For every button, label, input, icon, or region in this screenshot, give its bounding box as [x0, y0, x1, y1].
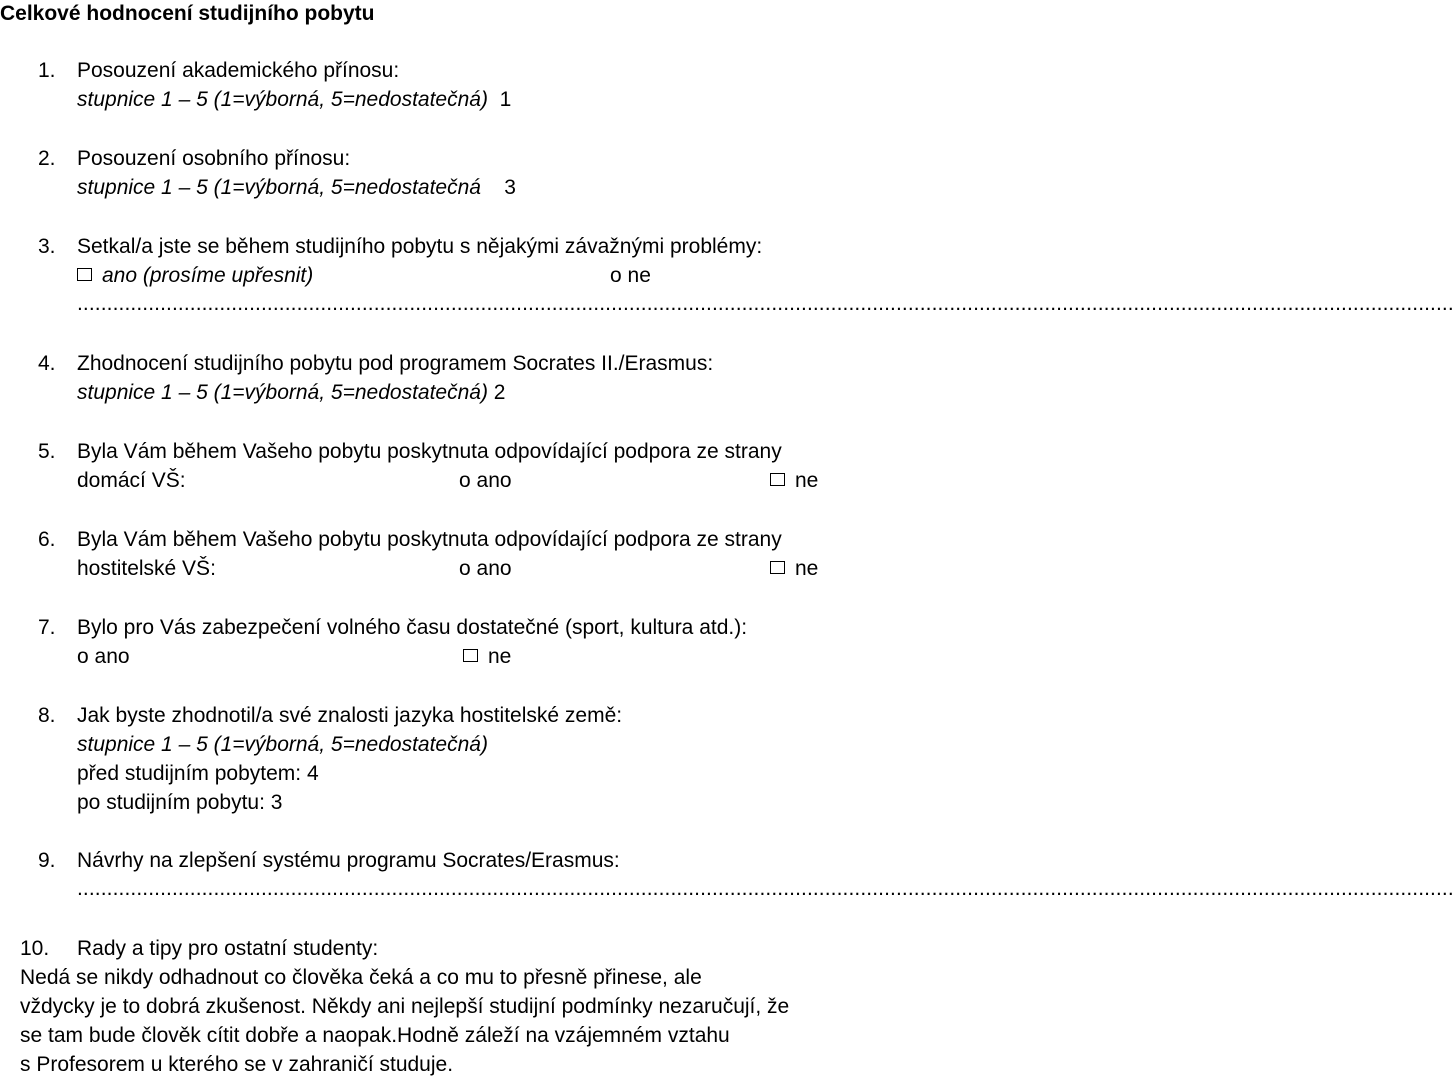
- question-number: 9.: [38, 849, 56, 872]
- question-number: 7.: [38, 616, 56, 639]
- question-text: Posouzení akademického přínosu:: [77, 59, 400, 82]
- question-number: 8.: [38, 704, 56, 727]
- question-text: Byla Vám během Vašeho pobytu poskytnuta odpovídající podpora ze strany: [77, 440, 782, 463]
- question-text: Byla Vám během Vašeho pobytu poskytnuta odpovídající podpora ze strany: [77, 528, 782, 551]
- question-text: Bylo pro Vás zabezpečení volného času dostatečné (sport, kultura atd.):: [77, 616, 748, 639]
- question-number: 1.: [38, 59, 56, 82]
- question-text: Návrhy na zlepšení systému programu Socrates/Erasmus:: [77, 849, 620, 872]
- option-yes[interactable]: o ano: [77, 645, 130, 668]
- option-no[interactable]: [770, 469, 818, 493]
- rating-after: po studijním pobytu: 3: [77, 791, 283, 814]
- answer-value: 2: [493, 381, 506, 404]
- question-text: Rady a tipy pro ostatní studenty:: [77, 937, 379, 960]
- question-subtext: domácí VŠ:: [77, 469, 186, 492]
- page-title: Celkové hodnocení studijního pobytu: [0, 2, 375, 25]
- scale-text: stupnice 1 – 5 (1=výborná, 5=nedostatečná: [77, 176, 481, 199]
- question-number: 6.: [38, 528, 56, 551]
- question-subtext: hostitelské VŠ:: [77, 557, 216, 580]
- option-no[interactable]: [770, 557, 818, 581]
- scale-text: stupnice 1 – 5 (1=výborná, 5=nedostatečná): [77, 88, 488, 111]
- question-text: Jak byste zhodnotil/a své znalosti jazyka hostitelské země:: [77, 704, 623, 727]
- option-no[interactable]: o ne: [610, 264, 651, 287]
- checkbox-icon[interactable]: [770, 561, 785, 574]
- checkbox-icon[interactable]: [463, 649, 478, 662]
- question-text: Setkal/a jste se během studijního pobytu s nějakými závažnými problémy:: [77, 235, 763, 258]
- question-number: 5.: [38, 440, 56, 463]
- option-yes[interactable]: o ano: [459, 469, 512, 492]
- checkbox-icon[interactable]: [77, 268, 92, 281]
- option-yes[interactable]: o ano: [459, 557, 512, 580]
- answer-line: se tam bude člověk cítit dobře a naopak.Hodně záleží na vzájemném vztahu: [20, 1024, 730, 1047]
- checkbox-icon[interactable]: [770, 473, 785, 486]
- option-label: ne: [795, 469, 819, 492]
- answer-line: Nedá se nikdy odhadnout co člověka čeká a co mu to přesně přinese, ale: [20, 966, 702, 989]
- question-number: 3.: [38, 235, 56, 258]
- scale-line: [77, 381, 505, 405]
- scale-line: [77, 88, 511, 112]
- option-yes[interactable]: [77, 264, 313, 288]
- answer-dots: ........................................................................................................................................................................................................................................: [77, 877, 1454, 900]
- question-number: 4.: [38, 352, 56, 375]
- option-label: ano (prosíme upřesnit): [102, 264, 314, 287]
- answer-value: 1: [499, 88, 512, 111]
- scale-text: stupnice 1 – 5 (1=výborná, 5=nedostatečná): [77, 381, 488, 404]
- option-label: ne: [488, 645, 512, 668]
- scale-text: stupnice 1 – 5 (1=výborná, 5=nedostatečná): [77, 733, 488, 756]
- rating-before: před studijním pobytem: 4: [77, 762, 319, 785]
- question-text: Zhodnocení studijního pobytu pod programem Socrates II./Erasmus:: [77, 352, 714, 375]
- answer-value: 3: [504, 176, 516, 199]
- answer-line: s Profesorem u kterého se v zahraničí studuje.: [20, 1053, 454, 1076]
- answer-line: vždycky je to dobrá zkušenost. Někdy ani nejlepší studijní podmínky nezaručují, že: [20, 995, 790, 1018]
- answer-dots: ........................................................................................................................................................................................................................................: [77, 292, 1454, 315]
- question-text: Posouzení osobního přínosu:: [77, 147, 351, 170]
- option-no[interactable]: [463, 645, 511, 669]
- question-number: 2.: [38, 147, 56, 170]
- question-number: 10.: [20, 937, 50, 960]
- scale-line: [77, 176, 516, 200]
- option-label: ne: [795, 557, 819, 580]
